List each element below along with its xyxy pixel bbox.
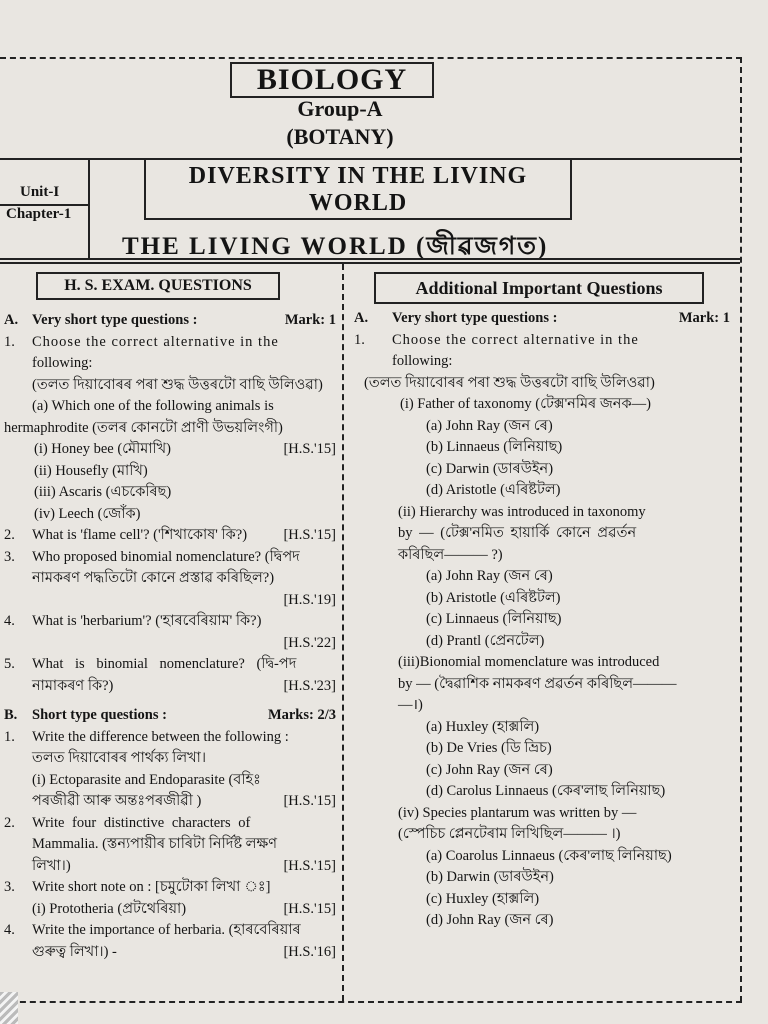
question-line: (তলত দিয়াবোৰৰ পৰা শুদ্ধ উত্তৰটো বাছি উলিওৱা) bbox=[364, 374, 655, 391]
question-item: 2. What is 'flame cell'? ('শিখাকোষ' কি?) [H.S.'15] bbox=[4, 527, 336, 543]
question-item: 4. What is 'herbarium'? ('হাৰবেৰিয়াম' কি?) bbox=[4, 613, 262, 629]
option-item: (a) Coarolus Linnaeus (কেৰ'লাছ লিনিয়াছ) bbox=[426, 847, 672, 864]
question-item: 5. What is binomial nomenclature? (দ্বি-পদ bbox=[4, 656, 297, 672]
question-item: 4. Write the importance of herbaria. (হাৰবেৰিয়াৰ bbox=[4, 922, 301, 938]
question-line: গুৰুত্ব লিখা।) - [H.S.'16] bbox=[32, 943, 336, 960]
option-item: (ii) Housefly (মাখি) bbox=[34, 462, 148, 479]
unit-label: Unit-I bbox=[20, 184, 60, 200]
question-line: পৰজীৱী আৰু অন্তঃপৰজীৱী ) [H.S.'15] bbox=[32, 793, 336, 809]
branch-label: (BOTANY) bbox=[286, 124, 394, 149]
option-item: (i) Honey bee (মৌমাখি) [H.S.'15] bbox=[34, 441, 336, 457]
option-item: (a) Huxley (হাক্সলি) bbox=[426, 718, 540, 735]
option-item: (d) John Ray (জন ৰে) bbox=[426, 912, 554, 928]
option-item: (c) Darwin (ডাৰউইন) bbox=[426, 460, 554, 477]
question-line: following: bbox=[32, 355, 93, 371]
sub-question: (iv) Species plantarum was written by — bbox=[398, 804, 637, 821]
sub-question-line: by — (টেক্স'নমিত হায়াৰ্কি কোনে প্ৰৱৰ্তন bbox=[398, 525, 637, 541]
exam-tag: [H.S.'19] bbox=[283, 591, 336, 608]
hs-exam-heading: H. S. EXAM. QUESTIONS bbox=[36, 272, 280, 300]
chapter-title: THE LIVING WORLD (জীৱজগত) bbox=[122, 233, 549, 260]
group-label: Group-A bbox=[297, 96, 383, 121]
option-item: (c) John Ray (জন ৰে) bbox=[426, 761, 553, 778]
question-line: (i) Ectoparasite and Endoparasite (বহিঃ bbox=[32, 771, 261, 788]
page-binding-edge bbox=[0, 992, 18, 1024]
unit-title-box bbox=[144, 158, 572, 220]
question-line: (তলত দিয়াবোৰৰ পৰা শুদ্ধ উত্তৰটো বাছি উলিওৱা) bbox=[32, 376, 323, 393]
option-item: (d) Carolus Linnaeus (কেৰ'লাছ লিনিয়াছ) bbox=[426, 783, 666, 799]
sub-question: (ii) Hierarchy was introduced in taxonomy bbox=[398, 503, 646, 520]
question-item: 3. Write short note on : [চমুটোকা লিখা ঃ] bbox=[4, 879, 271, 895]
sub-question-line: কৰিছিল——— ?) bbox=[398, 546, 503, 563]
option-item: (d) Prantl (প্ৰেনটেল) bbox=[426, 632, 545, 649]
option-item: (b) Darwin (ডাৰউইন) bbox=[426, 869, 554, 885]
sub-question-line: —।) bbox=[398, 697, 423, 713]
section-heading: A. Very short type questions : Mark: 1 bbox=[4, 312, 336, 328]
subject-title: BIOLOGY bbox=[256, 63, 408, 96]
right-column bbox=[354, 308, 730, 932]
sub-question-line: by — (দ্বৈৱাশিক নামকৰণ প্ৰৱৰ্তন কৰিছিল——— bbox=[398, 675, 677, 692]
option-item: (c) Linnaeus (লিনিয়াছ) bbox=[426, 611, 562, 627]
option-item: (a) John Ray (জন ৰে) bbox=[426, 568, 553, 584]
exam-tag: [H.S.'22] bbox=[283, 634, 336, 651]
sub-question: (iii)Bionomial momenclature was introduced bbox=[398, 654, 660, 670]
sub-question-line: (স্পেচিচ প্লেনটেৰাম লিখিছিল——— ।) bbox=[398, 826, 621, 842]
question-line: নামকৰণ পদ্ধতিটো কোনে প্ৰস্তাৱ কৰিছিল?) bbox=[32, 570, 275, 586]
question-line: লিখা।) [H.S.'15] bbox=[32, 857, 336, 874]
question-item: 1. Choose the correct alternative in the bbox=[354, 331, 639, 348]
option-item: (d) Aristotle (এৰিষ্টটল) bbox=[426, 482, 561, 498]
option-item: (iii) Ascaris (এচকেৰিছ) bbox=[34, 484, 172, 500]
question-line: Mammalia. (স্তন্যপায়ীৰ চাৰিটা নিৰ্দিষ্ট লক্ষণ bbox=[32, 836, 277, 852]
dashed-frame-bottom bbox=[0, 1001, 742, 1003]
header-rule-bottom-1 bbox=[0, 258, 740, 260]
option-item: (b) Linnaeus (লিনিয়াছ) bbox=[426, 439, 563, 455]
subject-title-box bbox=[230, 62, 434, 98]
dashed-frame-right bbox=[740, 57, 742, 1002]
question-line: নামাকৰণ কি?) [H.S.'23] bbox=[32, 677, 336, 694]
left-column bbox=[4, 310, 336, 963]
question-line: (i) Prototheria (প্ৰটথেৰিয়া) [H.S.'15] bbox=[32, 900, 336, 917]
option-item: (c) Huxley (হাক্সলি) bbox=[426, 890, 540, 907]
question-line: তলত দিয়াবোৰৰ পাৰ্থক্য লিখা। bbox=[32, 750, 207, 766]
question-item: 1. Write the difference between the following : bbox=[4, 728, 289, 745]
additional-questions-heading: Additional Important Questions bbox=[374, 272, 704, 304]
sub-question: (i) Father of taxonomy (টেক্স'নমিৰ জনক—) bbox=[400, 396, 651, 412]
question-line: hermaphrodite (তলৰ কোনটো প্ৰাণী উভয়লিংগী) bbox=[4, 419, 283, 436]
option-item: (b) Aristotle (এৰিষ্টটল) bbox=[426, 589, 561, 606]
column-divider bbox=[342, 264, 344, 1001]
unit-title-line-1: DIVERSITY IN THE LIVING bbox=[188, 163, 528, 189]
option-item: (b) De Vries (ডি ভ্ৰিচ) bbox=[426, 740, 552, 756]
option-item: (a) John Ray (জন ৰে) bbox=[426, 417, 553, 434]
option-item: (iv) Leech (জোঁক) bbox=[34, 505, 141, 522]
section-heading: A. Very short type questions : Mark: 1 bbox=[354, 310, 730, 326]
question-item: 3. Who proposed binomial nomenclature? (দ্বিপদ bbox=[4, 548, 300, 565]
question-line: (a) Which one of the following animals is bbox=[32, 398, 274, 414]
dashed-frame-top bbox=[0, 57, 742, 59]
question-item: 2. Write four distinctive characters of bbox=[4, 814, 251, 831]
question-item: 1. Choose the correct alternative in the bbox=[4, 333, 279, 350]
header-rule-bottom-2 bbox=[0, 262, 740, 264]
chapter-label: Chapter-1 bbox=[6, 206, 72, 222]
question-line: following: bbox=[392, 353, 453, 369]
section-heading: B. Short type questions : Marks: 2/3 bbox=[4, 707, 336, 723]
unit-title-line-2: WORLD bbox=[308, 190, 408, 216]
